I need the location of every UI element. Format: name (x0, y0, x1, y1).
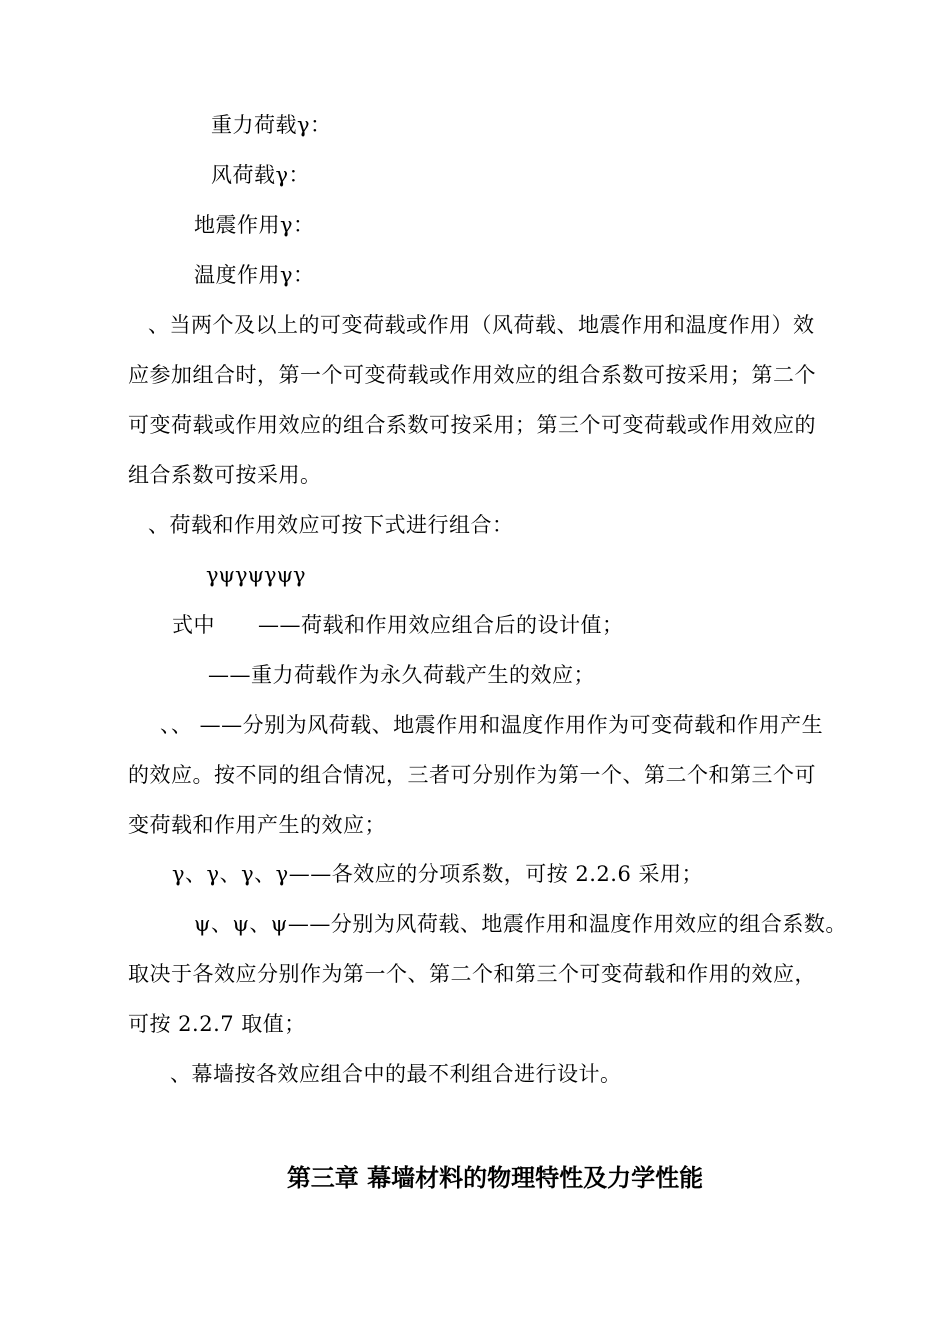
paragraph-line: 、荷载和作用效应可按下式进行组合： (148, 513, 514, 537)
paragraph-line: 、当两个及以上的可变荷载或作用（风荷载、地震作用和温度作用）效 (148, 313, 815, 337)
paragraph-line: 应参加组合时，第一个可变荷载或作用效应的组合系数可按采用；第二个 (128, 363, 816, 387)
formula-definition: 式中 ——荷载和作用效应组合后的设计值； (172, 613, 624, 637)
paragraph-line: 、幕墙按各效应组合中的最不利组合进行设计。 (170, 1062, 622, 1086)
formula-definition: γ、γ、γ、γ——各效应的分项系数，可按 2.2.6 采用； (172, 862, 703, 886)
paragraph-line: 变荷载和作用产生的效应； (128, 813, 386, 837)
formula-definition: ——重力荷载作为永久荷载产生的效应； (208, 663, 595, 687)
paragraph-line: 可变荷载或作用效应的组合系数可按采用；第三个可变荷载或作用效应的 (128, 413, 816, 437)
formula-definition: ψ、ψ、ψ——分别为风荷载、地震作用和温度作用效应的组合系数。 (194, 912, 847, 936)
paragraph-line: 取决于各效应分别作为第一个、第二个和第三个可变荷载和作用的效应， (128, 962, 816, 986)
chapter-heading: 第三章 幕墙材料的物理特性及力学性能 (286, 1163, 704, 1192)
wind-load-factor: 风荷载γ： (211, 163, 311, 187)
temperature-action-factor: 温度作用γ： (194, 263, 315, 287)
paragraph-line: 可按 2.2.7 取值； (128, 1012, 306, 1036)
gravity-load-factor: 重力荷载γ： (211, 113, 332, 137)
seismic-action-factor: 地震作用γ： (194, 213, 315, 237)
paragraph-line: 组合系数可按采用。 (128, 463, 322, 487)
formula-definition: 、、 ——分别为风荷载、地震作用和温度作用作为可变荷载和作用产生 (160, 713, 824, 737)
combination-formula: γψγψγψγ (206, 563, 306, 587)
paragraph-line: 的效应。按不同的组合情况，三者可分别作为第一个、第二个和第三个可 (128, 763, 816, 787)
